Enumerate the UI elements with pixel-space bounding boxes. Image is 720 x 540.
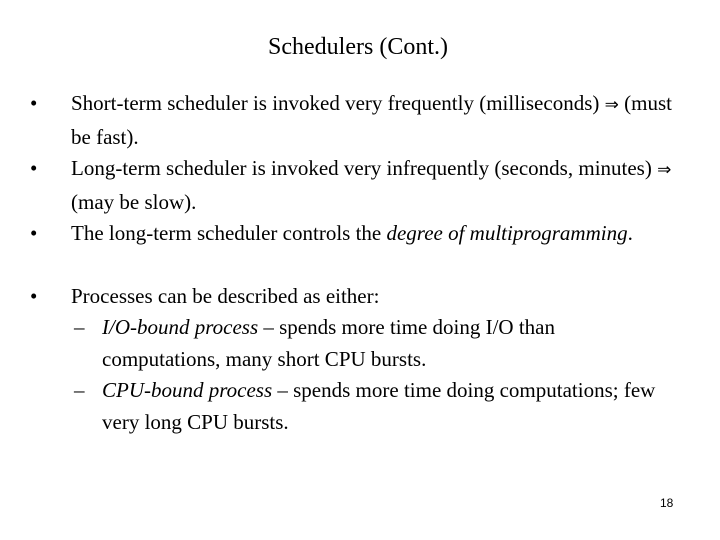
page-number: 18 bbox=[660, 496, 674, 510]
emphasis-term: I/O-bound process bbox=[102, 315, 259, 339]
bullet-dot: • bbox=[30, 156, 38, 180]
bullet-item-short-term bbox=[0, 88, 681, 153]
bullet-text-continued: (may be slow). bbox=[71, 189, 197, 214]
slide-title: Schedulers (Cont.) bbox=[268, 34, 448, 60]
sub-bullet-io-bound bbox=[0, 312, 662, 375]
implies-arrow-icon: ⇒ bbox=[604, 95, 619, 115]
sub-bullet-cpu-bound bbox=[0, 375, 662, 438]
bullet-dot: • bbox=[30, 221, 38, 245]
bullet-text: The long-term scheduler controls the bbox=[71, 221, 382, 245]
vertical-spacer bbox=[0, 250, 720, 281]
slide-content bbox=[0, 88, 720, 438]
emphasis-term: degree of multiprogramming bbox=[386, 221, 628, 245]
bullet-dot: • bbox=[30, 283, 38, 308]
bullet-text: Long-term scheduler is invoked very infrequently (seconds, minutes) bbox=[71, 156, 652, 180]
bullet-item-degree-of-multiprogramming bbox=[0, 218, 681, 250]
implies-arrow-icon: ⇒ bbox=[657, 160, 672, 180]
bullet-text: Short-term scheduler is invoked very frequently (milliseconds) bbox=[71, 91, 600, 115]
emphasis-term: CPU-bound process bbox=[102, 378, 273, 402]
sub-bullet-dash: – bbox=[74, 315, 85, 339]
bullet-text-continued: . bbox=[627, 221, 633, 245]
sub-bullet-text: – spends more time doing computations; few very long CPU bursts. bbox=[102, 378, 656, 434]
bullet-text: Processes can be described as either: bbox=[71, 283, 380, 308]
sub-bullet-dash: – bbox=[74, 378, 85, 402]
bullet-dot: • bbox=[30, 91, 38, 115]
bullet-item-long-term bbox=[0, 153, 681, 218]
sub-bullet-text: – spends more time doing I/O than computations, many short CPU bursts. bbox=[102, 315, 555, 371]
bullet-text-continued: (must be fast). bbox=[71, 91, 672, 149]
bullet-item-process-types bbox=[0, 281, 681, 313]
